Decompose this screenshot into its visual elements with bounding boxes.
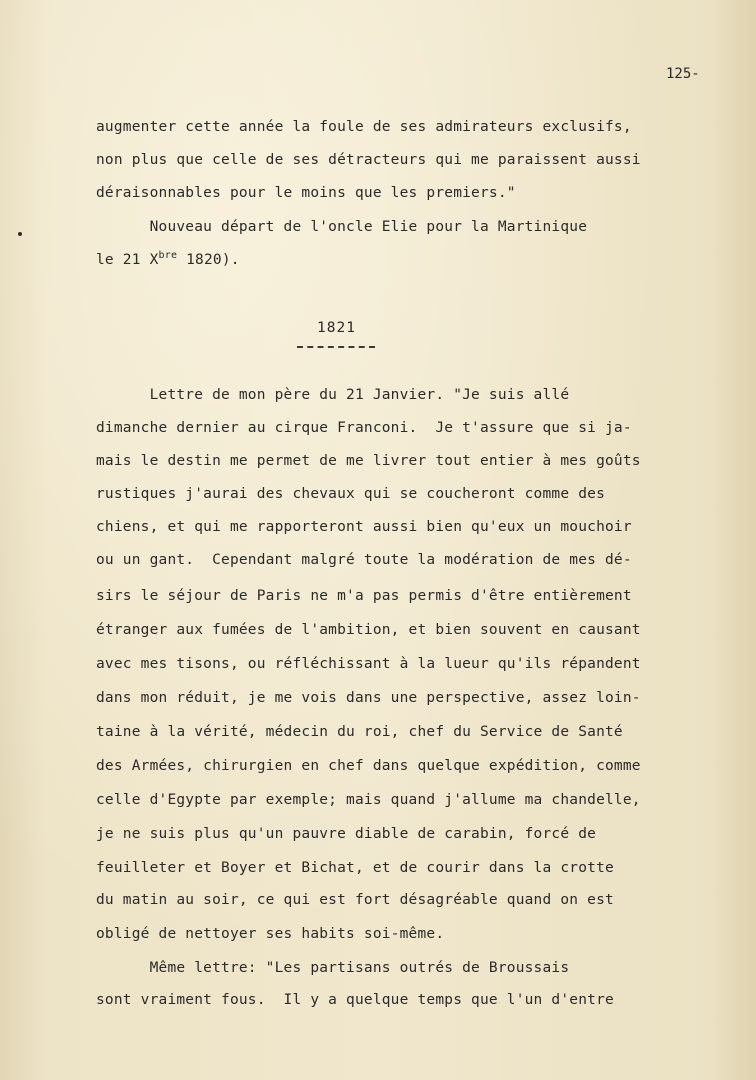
page-number: 125- xyxy=(666,66,700,82)
text-line: sirs le séjour de Paris ne m'a pas permis d'être entièrement xyxy=(96,588,632,604)
text-line: obligé de nettoyer ses habits soi-même. xyxy=(96,926,445,942)
date-prefix: le 21 X xyxy=(96,252,159,268)
text-line: je ne suis plus qu'un pauvre diable de carabin, forcé de xyxy=(96,826,597,842)
text-line: mais le destin me permet de me livrer tout entier à mes goûts xyxy=(96,453,641,469)
text-line: ou un gant. Cependant malgré toute la modération de mes dé- xyxy=(96,552,632,568)
text-line: Nouveau départ de l'oncle Elie pour la Martinique xyxy=(96,219,588,235)
text-line: augmenter cette année la foule de ses admirateurs exclusifs, xyxy=(96,119,632,135)
text-line xyxy=(96,250,240,272)
text-line: celle d'Egypte par exemple; mais quand j'allume ma chandelle, xyxy=(96,792,641,808)
text-line: Lettre de mon père du 21 Janvier. "Je suis allé xyxy=(96,387,570,403)
text-line: rustiques j'aurai des chevaux qui se coucheront comme des xyxy=(96,486,605,502)
text-line: des Armées, chirurgien en chef dans quelque expédition, comme xyxy=(96,758,641,774)
date-suffix: 1820). xyxy=(177,252,240,268)
text-line: avec mes tisons, ou réfléchissant à la lueur qu'ils répandent xyxy=(96,656,641,672)
superscript-month: bre xyxy=(158,250,178,261)
year-underline xyxy=(297,346,375,348)
text-line: Même lettre: "Les partisans outrés de Broussais xyxy=(96,960,570,976)
text-line: chiens, et qui me rapporteront aussi bien qu'eux un mouchoir xyxy=(96,519,632,535)
text-line: étranger aux fumées de l'ambition, et bien souvent en causant xyxy=(96,622,641,638)
text-line: sont vraiment fous. Il y a quelque temps que l'un d'entre xyxy=(96,992,614,1008)
year-heading: 1821 xyxy=(317,320,356,336)
text-line: déraisonnables pour le moins que les premiers." xyxy=(96,185,516,201)
text-line: dans mon réduit, je me vois dans une perspective, assez loin- xyxy=(96,690,641,706)
text-line: taine à la vérité, médecin du roi, chef du Service de Santé xyxy=(96,724,623,740)
text-line: dimanche dernier au cirque Franconi. Je t'assure que si ja- xyxy=(96,420,632,436)
text-line: feuilleter et Boyer et Bichat, et de courir dans la crotte xyxy=(96,860,614,876)
margin-dot xyxy=(18,232,22,236)
text-line: non plus que celle de ses détracteurs qui me paraissent aussi xyxy=(96,152,641,168)
text-line: du matin au soir, ce qui est fort désagréable quand on est xyxy=(96,892,614,908)
